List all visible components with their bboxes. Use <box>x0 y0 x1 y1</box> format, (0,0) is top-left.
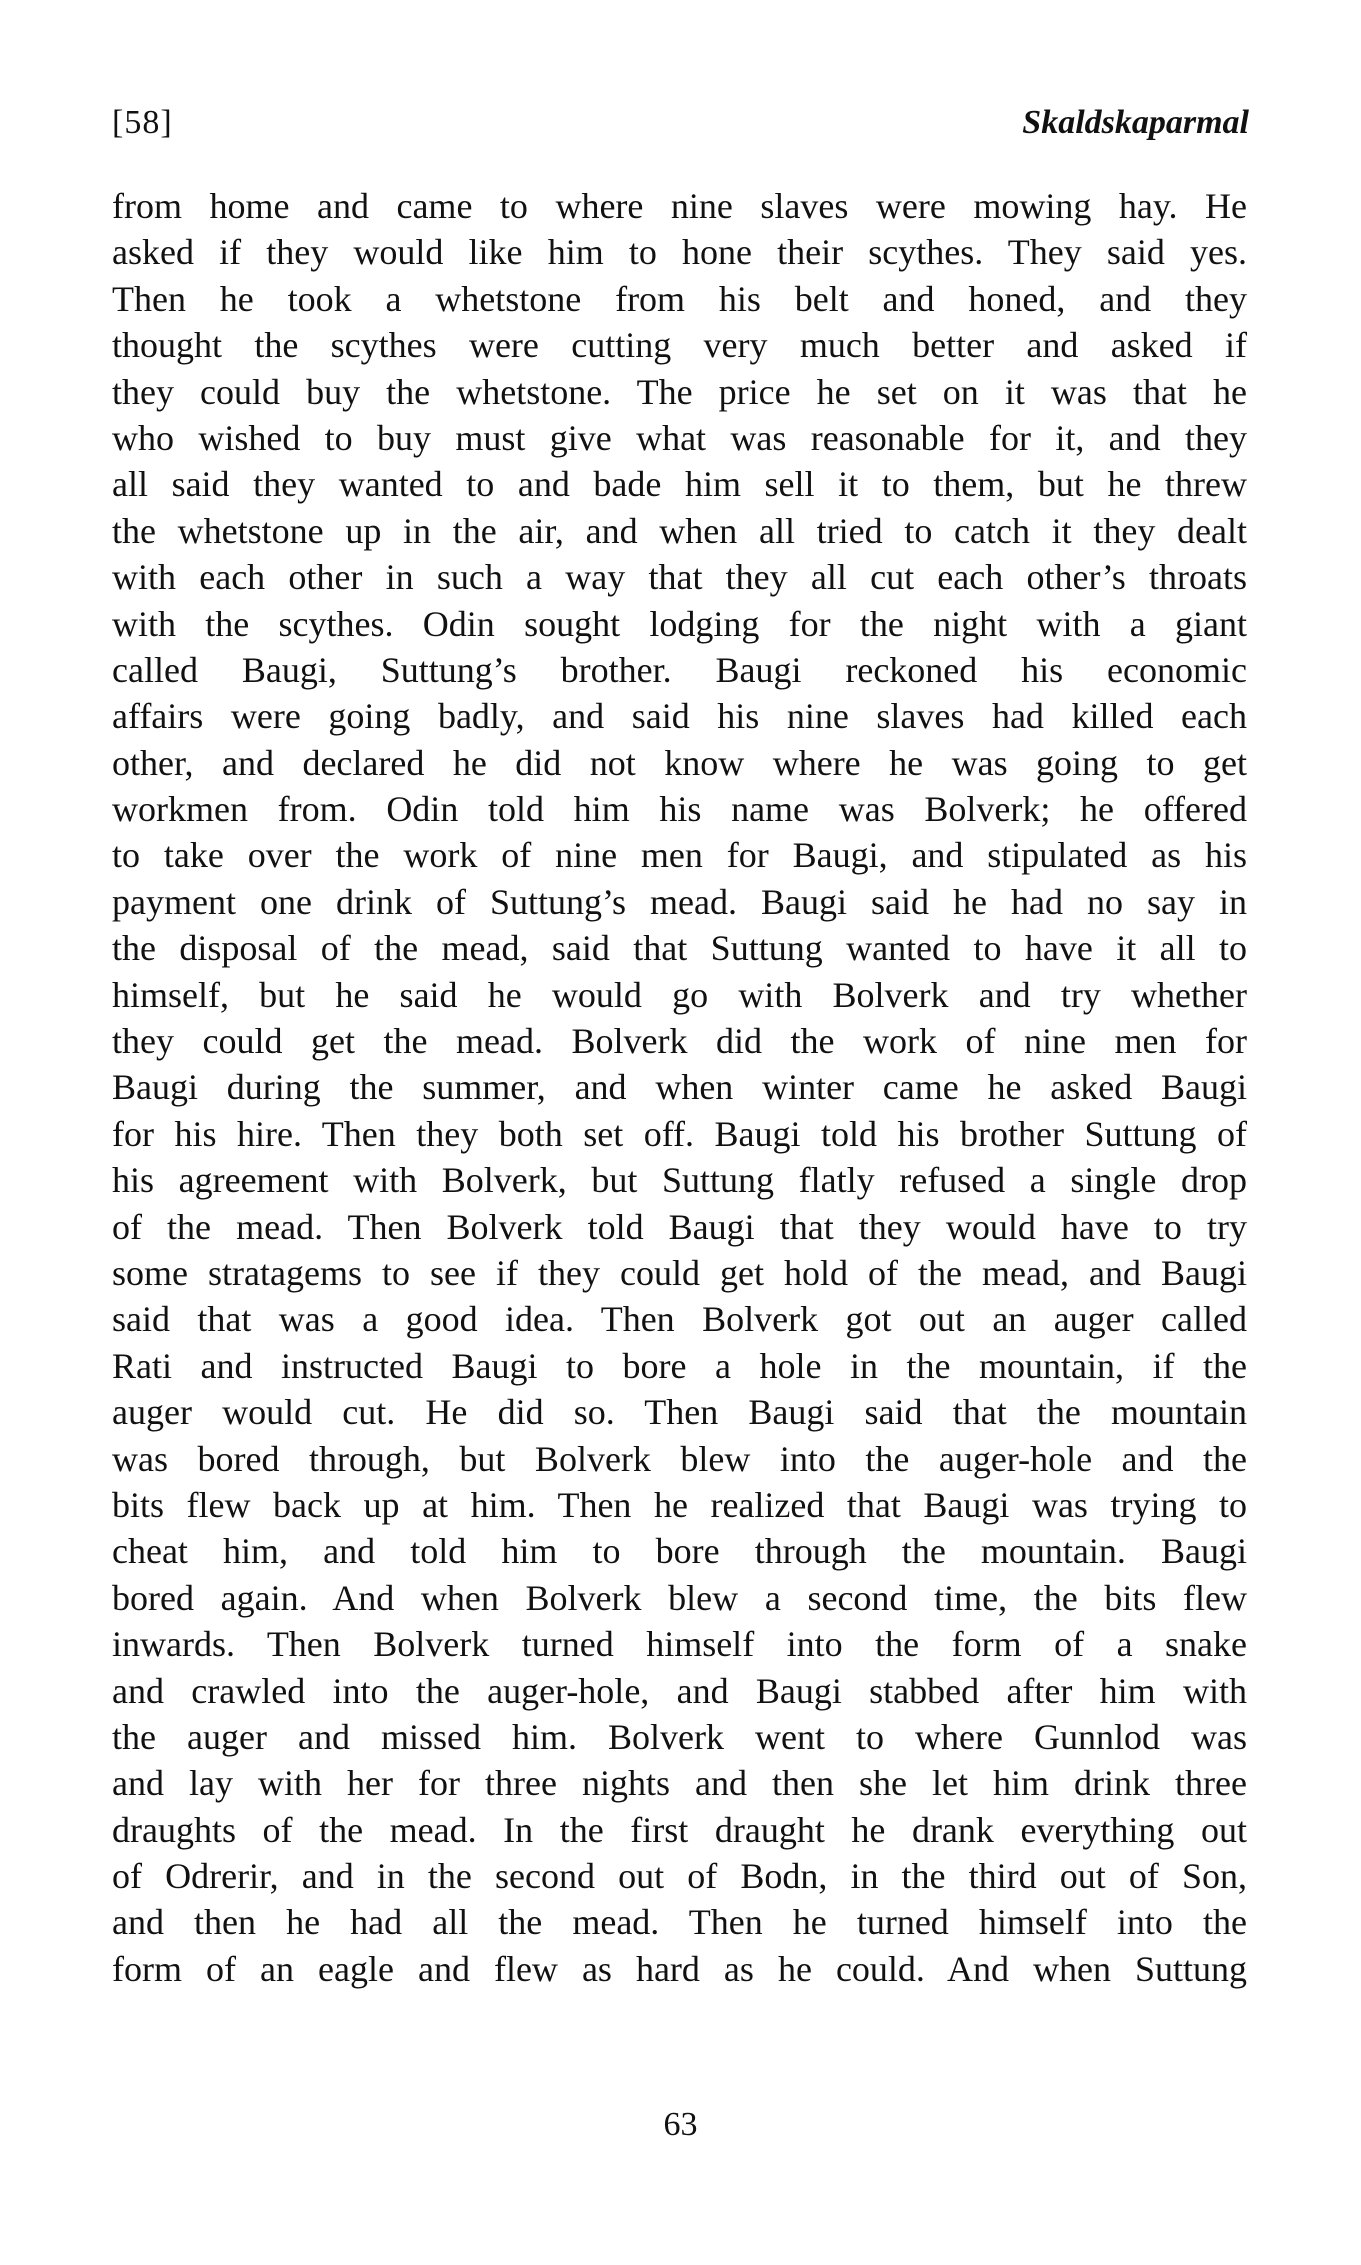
text-line: the disposal of the mead, said that Suttung wanted to have it all to <box>112 928 1247 969</box>
text-line: some stratagems to see if they could get hold of the mead, and Baugi <box>112 1252 1247 1293</box>
text-line: draughts of the mead. In the first draught he drank everything out <box>112 1809 1247 1850</box>
text-line: who wished to buy must give what was reasonable for it, and they <box>112 417 1247 458</box>
text-line: asked if they would like him to hone their scythes. They said yes. <box>112 232 1247 273</box>
text-line: bits flew back up at him. Then he realized that Baugi was trying to <box>112 1484 1247 1525</box>
text-line: auger would cut. He did so. Then Baugi said that the mountain <box>112 1392 1247 1433</box>
text-line: payment one drink of Suttung’s mead. Baugi said he had no say in <box>112 881 1247 922</box>
text-line: the auger and missed him. Bolverk went to where Gunnlod was <box>112 1716 1247 1757</box>
text-line: cheat him, and told him to bore through the mountain. Baugi <box>112 1531 1247 1572</box>
text-line: with each other in such a way that they all cut each other’s throats <box>112 557 1247 598</box>
text-line: the whetstone up in the air, and when all tried to catch it they dealt <box>112 510 1247 551</box>
text-line: form of an eagle and flew as hard as he could. And when Suttung <box>112 1948 1247 1989</box>
text-line: they could get the mead. Bolverk did the work of nine men for <box>112 1021 1247 1062</box>
page-header <box>112 98 1249 148</box>
text-line: of the mead. Then Bolverk told Baugi that they would have to try <box>112 1206 1247 1247</box>
text-line: inwards. Then Bolverk turned himself into the form of a snake <box>112 1624 1247 1665</box>
text-line: and then he had all the mead. Then he turned himself into the <box>112 1902 1247 1943</box>
text-line: and crawled into the auger-hole, and Baugi stabbed after him with <box>112 1670 1247 1711</box>
text-line: was bored through, but Bolverk blew into the auger-hole and the <box>112 1438 1247 1479</box>
text-line: bored again. And when Bolverk blew a second time, the bits flew <box>112 1577 1247 1618</box>
body-text <box>112 183 1247 1992</box>
text-line: his agreement with Bolverk, but Suttung flatly refused a single drop <box>112 1160 1247 1201</box>
text-line: from home and came to where nine slaves were mowing hay. He <box>112 186 1247 226</box>
text-line: and lay with her for three nights and then she let him drink three <box>112 1763 1247 1804</box>
text-line: with the scythes. Odin sought lodging for the night with a giant <box>112 603 1247 644</box>
text-line: himself, but he said he would go with Bolverk and try whether <box>112 974 1247 1015</box>
text-line: Then he took a whetstone from his belt and honed, and they <box>112 278 1247 319</box>
page-number: 63 <box>663 2106 698 2143</box>
text-line: all said they wanted to and bade him sell it to them, but he threw <box>112 464 1247 505</box>
text-line: thought the scythes were cutting very much better and asked if <box>112 325 1247 366</box>
page-footer <box>0 2102 1361 2148</box>
text-line: of Odrerir, and in the second out of Bodn, in the third out of Son, <box>112 1856 1247 1897</box>
text-line: they could buy the whetstone. The price he set on it was that he <box>112 371 1247 412</box>
text-line: affairs were going badly, and said his nine slaves had killed each <box>112 696 1247 737</box>
text-line: for his hire. Then they both set off. Baugi told his brother Suttung of <box>112 1113 1247 1154</box>
text-line: Rati and instructed Baugi to bore a hole in the mountain, if the <box>112 1345 1247 1386</box>
text-line: said that was a good idea. Then Bolverk got out an auger called <box>112 1299 1247 1340</box>
text-line: to take over the work of nine men for Baugi, and stipulated as his <box>112 835 1247 876</box>
text-line: other, and declared he did not know where he was going to get <box>112 742 1247 783</box>
page-label: [58] <box>112 104 173 141</box>
text-line: Baugi during the summer, and when winter came he asked Baugi <box>112 1067 1247 1108</box>
running-title: Skaldskaparmal <box>1022 104 1249 141</box>
text-line: called Baugi, Suttung’s brother. Baugi reckoned his economic <box>112 649 1247 690</box>
text-line: workmen from. Odin told him his name was Bolverk; he offered <box>112 789 1247 830</box>
